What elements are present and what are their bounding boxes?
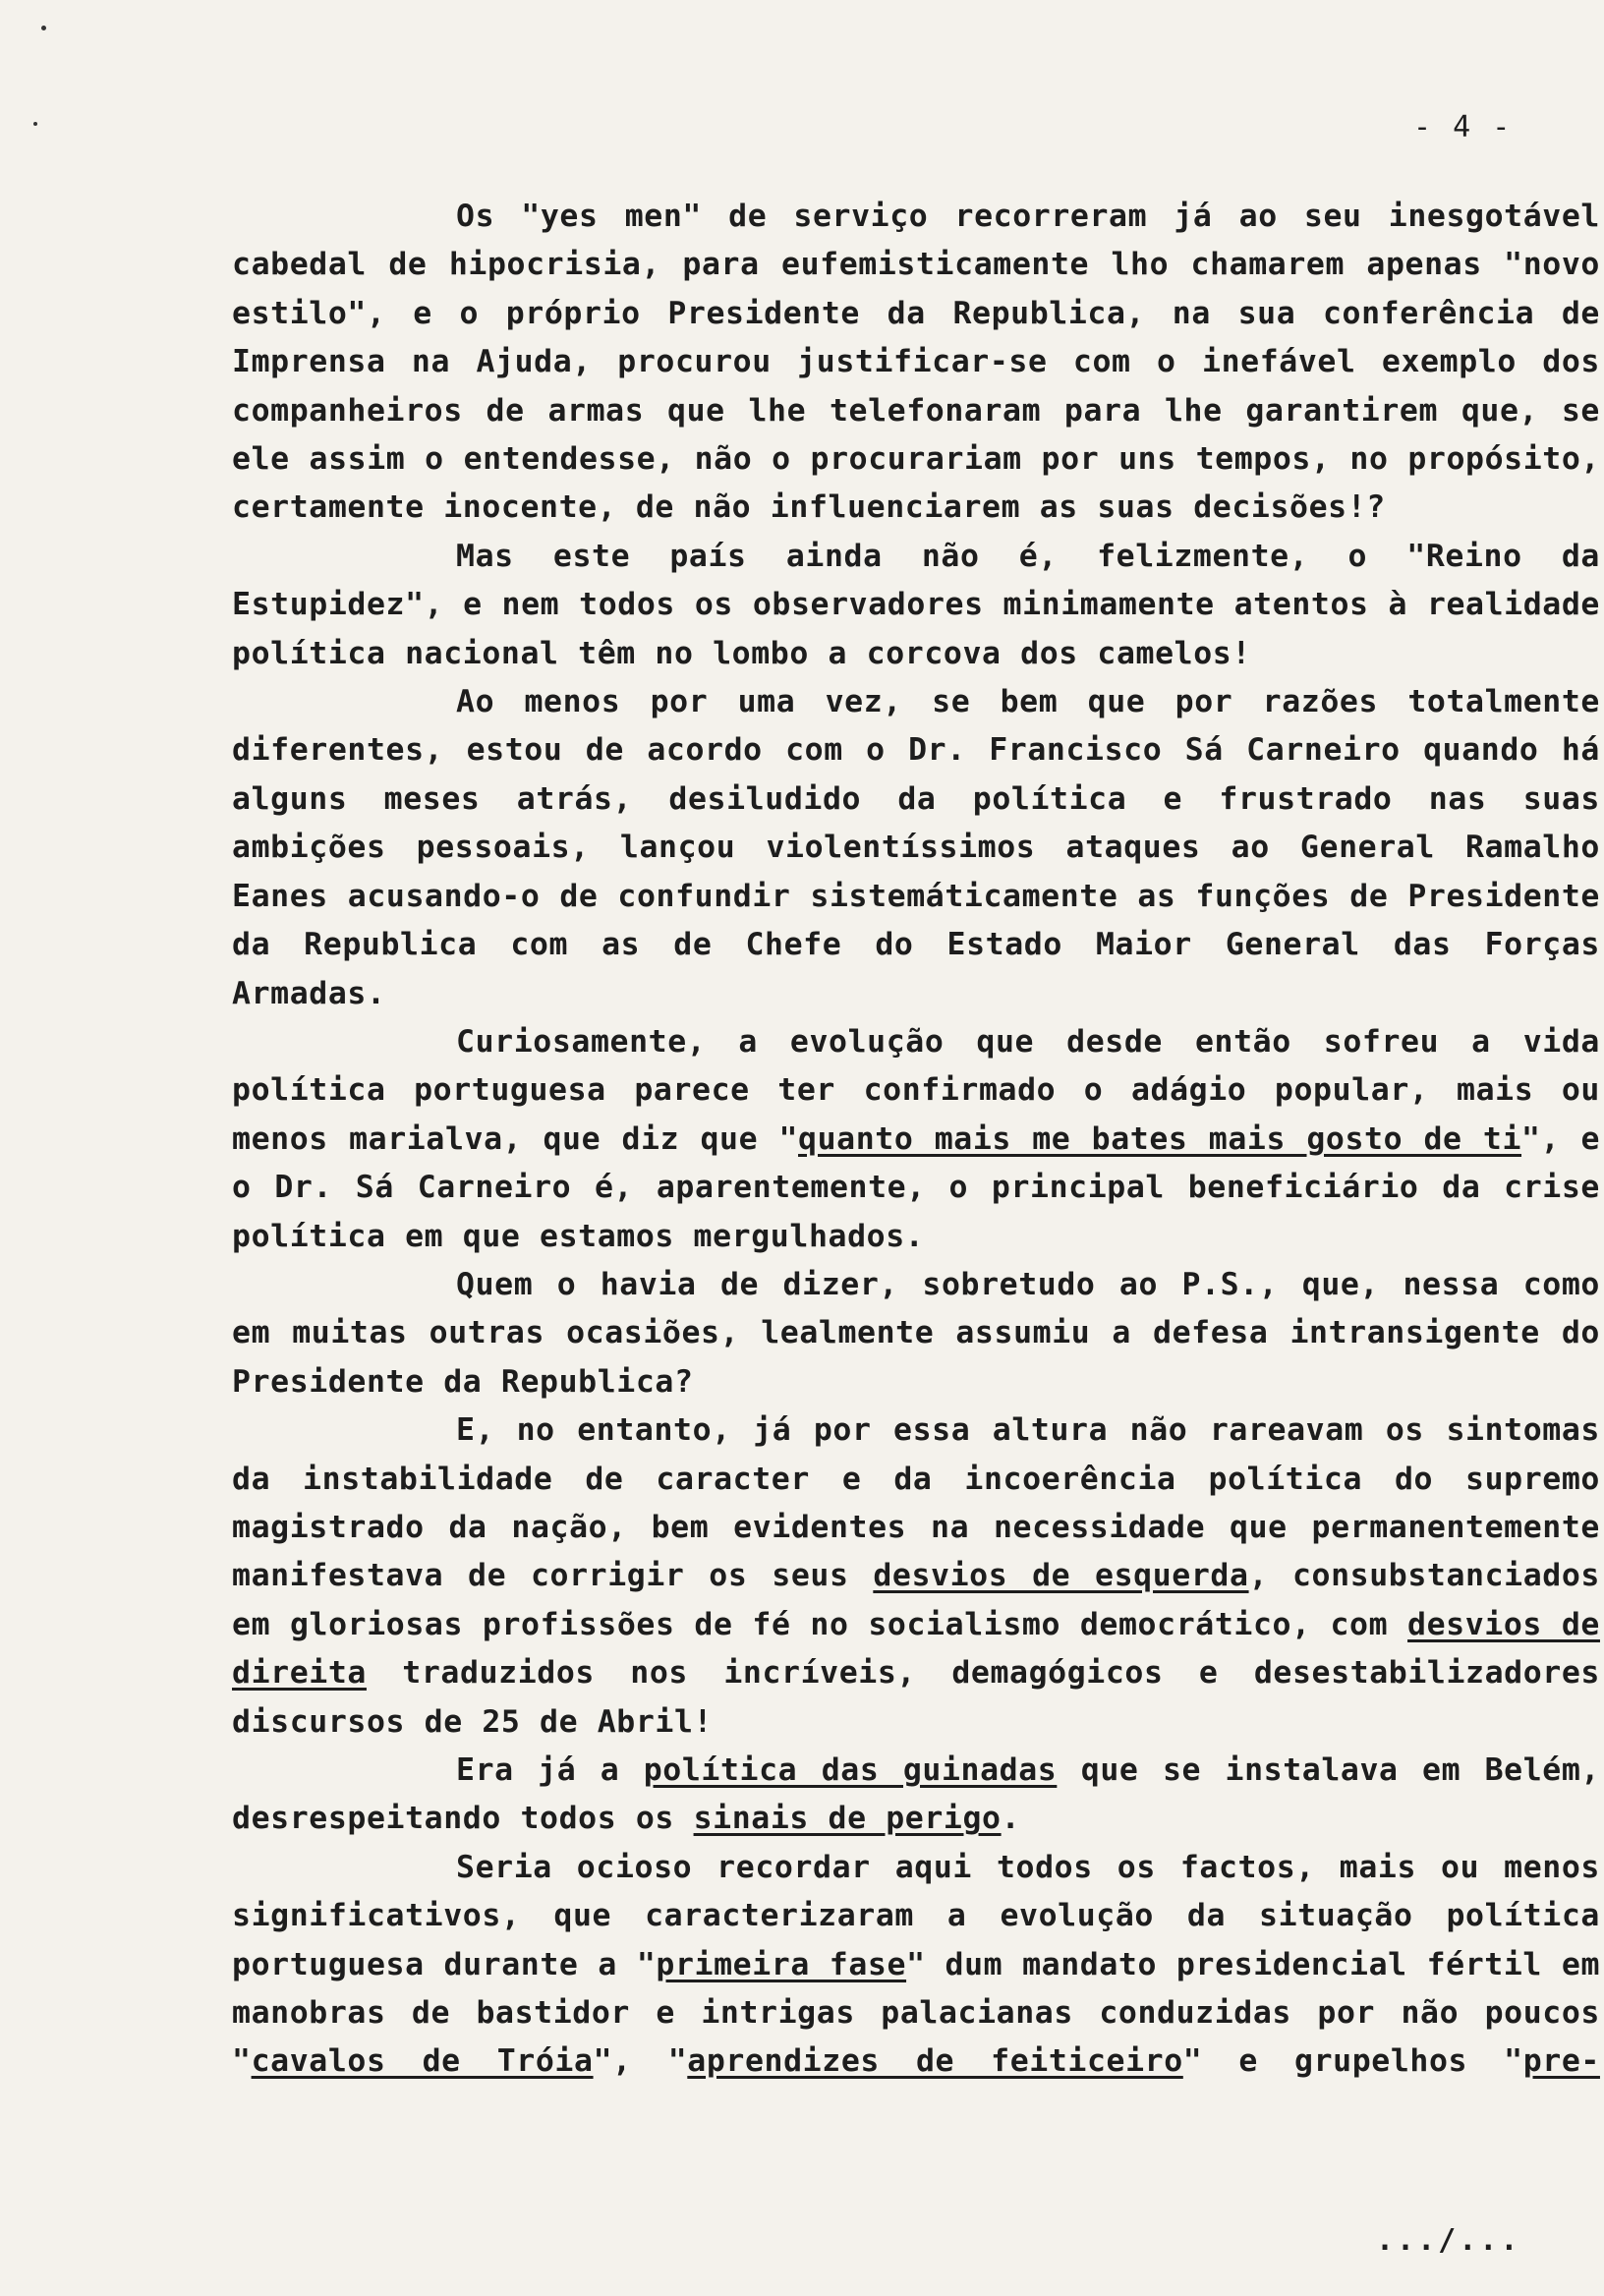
paragraph [232, 678, 1600, 1018]
underlined-phrase: aprendizes de feiticeiro [687, 2043, 1183, 2080]
text-run: Curiosamente, a evolução que desde então sofreu a vida política portuguesa parece ter confirmado o adágio popular, mais ou menos marialva, que diz que " [232, 1023, 1600, 1157]
paragraph [232, 1406, 1600, 1747]
letter-body [232, 193, 1600, 2087]
text-run: traduzidos nos incríveis, demagógicos e desestabilizadores discursos de 25 de Abril! [232, 1655, 1600, 1740]
paragraph [232, 193, 1600, 533]
text-run: . [1001, 1801, 1021, 1837]
scan-speck [33, 122, 37, 126]
text-run: que se instalava em Belém, desrespeitando todos os [232, 1752, 1601, 1837]
text-run: Quem o havia de dizer, sobretudo ao P.S., que, nessa como em muitas outras ocasiões, lealmente assumiu a defesa intransigente do Presidente da Republica? [232, 1266, 1600, 1400]
text-run: ", " [593, 2043, 688, 2080]
text-run: " dum mandato presidencial fértil em manobras de bastidor e intrigas palacianas conduzidas por não poucos " [232, 1946, 1601, 2080]
paragraph [232, 1844, 1600, 2087]
text-run: Seria ocioso recordar aqui todos os factos, mais ou menos significativos, que caracterizaram a evolução da situação política portuguesa durante a " [232, 1849, 1600, 1982]
underlined-phrase: pre- [1522, 2043, 1600, 2080]
underlined-phrase: desvios de esquerda [873, 1558, 1249, 1594]
continuation-mark: .../... [1376, 2223, 1521, 2258]
underlined-phrase: desvios de direita [232, 1606, 1600, 1692]
paragraph [232, 1261, 1600, 1406]
underlined-phrase: política das guinadas [643, 1752, 1058, 1788]
underlined-phrase: cavalos de Tróia [251, 2043, 594, 2080]
underlined-phrase: sinais de perigo [693, 1801, 1002, 1837]
text-run: E, no entanto, já por essa altura não rareavam os sintomas da instabilidade de caracter e da incoerência política do supremo magistrado da nação, bem evidentes na necessidade que permanentemente manifestava de corrigir os seus [232, 1412, 1600, 1594]
paragraph [232, 1018, 1600, 1261]
page-number: - 4 - [1413, 110, 1513, 144]
underlined-phrase: primeira fase [656, 1946, 907, 1982]
paragraph [232, 533, 1600, 678]
text-run: Era já a [456, 1752, 644, 1788]
text-run: " e grupelhos " [1182, 2043, 1523, 2080]
text-run: Mas este país ainda não é, felizmente, o "Reino da Estupidez", e nem todos os observadores minimamente atentos à realidade política nacional têm no lombo a corcova dos camelos! [232, 538, 1600, 671]
text-run: Ao menos por uma vez, se bem que por razões totalmente diferentes, estou de acordo com o Dr. Francisco Sá Carneiro quando há alguns meses atrás, desiludido da política e frustrado nas suas ambições pessoais, lançou violentíssimos ataques ao General Ramalho Eanes acusando-o de confundir sistemáticamente as funções de Presidente da Republica com as de Chefe do Estado Maior General das Forças Armadas. [232, 684, 1600, 1011]
text-run: Os "yes men" de serviço recorreram já ao seu inesgotável cabedal de hipocrisia, para eufemisticamente lho chamarem apenas "novo estilo", e o próprio Presidente da Republica, na sua conferência de Imprensa na Ajuda, procurou justificar-se com o inefável exemplo dos companheiros de armas que lhe telefonaram para lhe garantirem que, se ele assim o entendesse, não o procurariam por uns tempos, no propósito, certamente inocente, de não influenciarem as suas decisões!? [232, 199, 1600, 526]
scan-speck [41, 26, 46, 30]
underlined-phrase: quanto mais me bates mais gosto de ti [798, 1120, 1522, 1157]
text-run: ", e o Dr. Sá Carneiro é, aparentemente, o principal beneficiário da crise política em que estamos mergulhados. [232, 1120, 1601, 1254]
paragraph [232, 1747, 1600, 1844]
text-run: , consubstanciados em gloriosas profissões de fé no socialismo democrático, com [232, 1558, 1600, 1642]
